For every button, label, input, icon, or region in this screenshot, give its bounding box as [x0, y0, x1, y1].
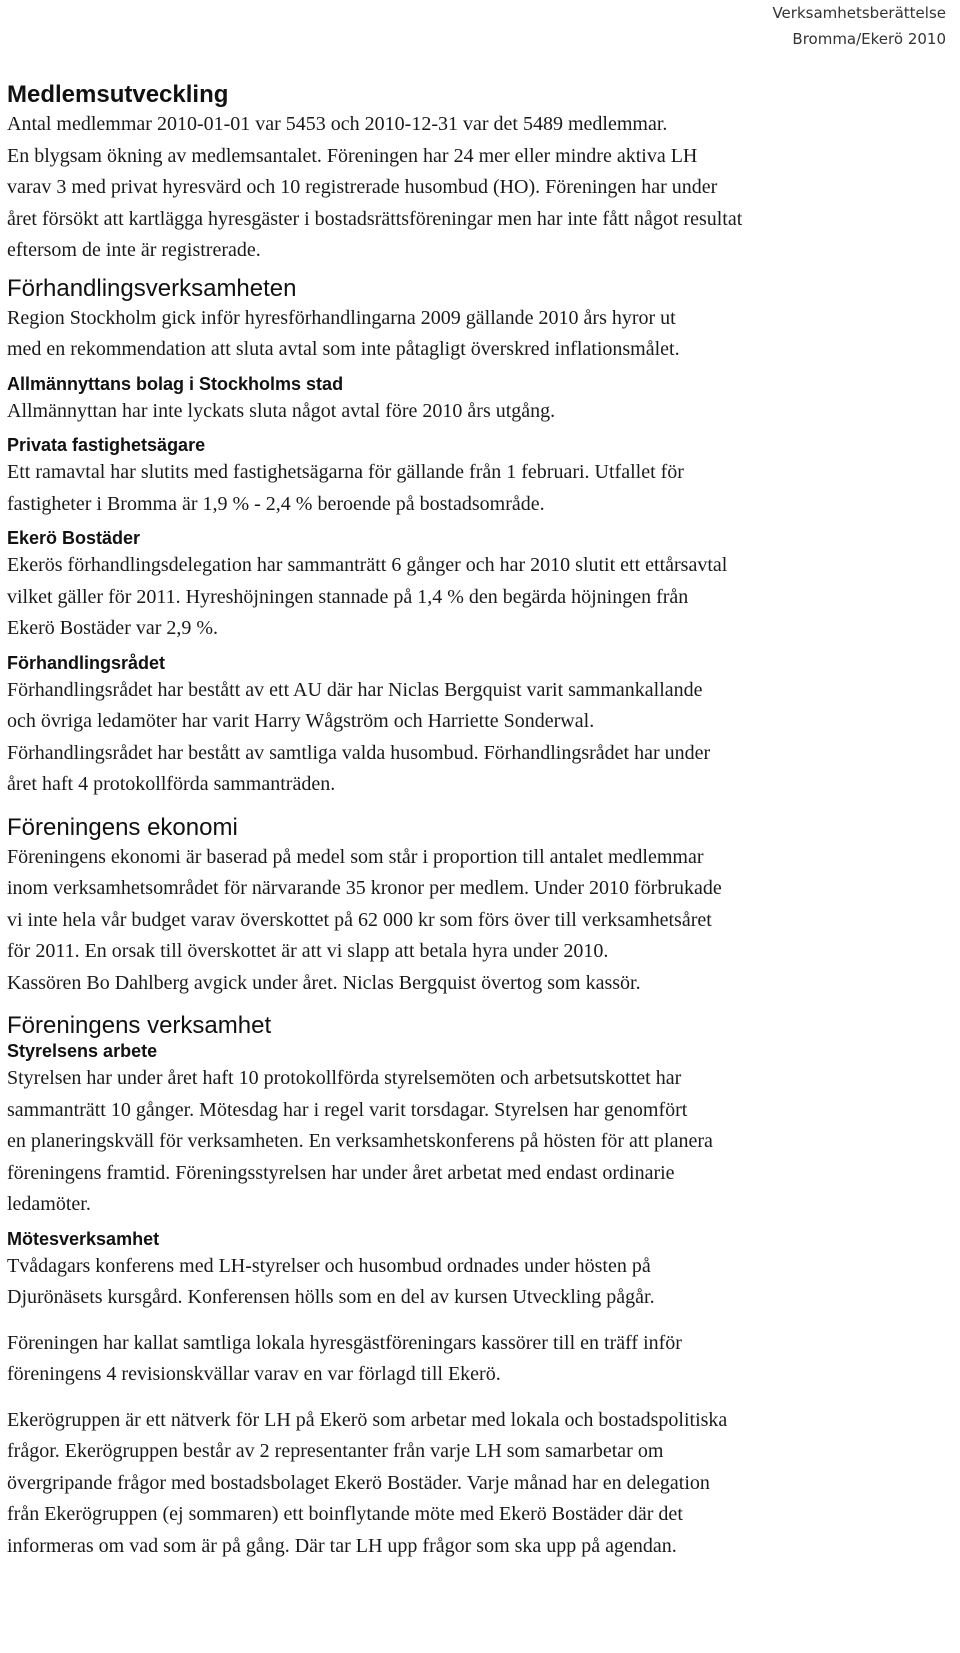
paragraph-line: året haft 4 protokollförda sammanträden.	[7, 773, 336, 795]
paragraph-line: Ekerös förhandlingsdelegation har sammanträtt 6 gånger och har 2010 slutit ett ettårsavtal	[7, 554, 728, 576]
document-body	[7, 80, 947, 1562]
paragraph-line: föreningens 4 revisionskvällar varav en var förlagd till Ekerö.	[7, 1363, 501, 1385]
heading-medlemsutveckling: Medlemsutveckling	[7, 81, 229, 108]
paragraph-line: från Ekerögruppen (ej sommaren) ett boinflytande möte med Ekerö Bostäder där det	[7, 1503, 683, 1525]
section-foreningens-ekonomi	[7, 813, 947, 1000]
paragraph-line: En blygsam ökning av medlemsantalet. Föreningen har 24 mer eller mindre aktiva LH	[7, 144, 698, 167]
paragraph-line: för 2011. En orsak till överskottet är att vi slapp att betala hyra under 2010.	[7, 940, 609, 962]
paragraph-line: en planeringskväll för verksamheten. En verksamhetskonferens på hösten för att planera	[7, 1130, 713, 1152]
paragraph-line: Tvådagars konferens med LH-styrelser och husombud ordnades under hösten på	[7, 1254, 651, 1277]
section-medlemsutveckling	[7, 80, 947, 267]
section-foreningens-verksamhet	[7, 1011, 947, 1562]
paragraph-line: Allmännyttan har inte lyckats sluta något avtal före 2010 års utgång.	[7, 399, 556, 422]
paragraph-line: Antal medlemmar 2010-01-01 var 5453 och 2010-12-31 var det 5489 medlemmar.	[7, 113, 668, 135]
heading-foreningens-verksamhet: Föreningens verksamhet	[7, 1012, 272, 1039]
paragraph-line: och övriga ledamöter har varit Harry Wågström och Harriette Sonderwal.	[7, 710, 595, 732]
header-document-title: Verksamhetsberättelse	[772, 4, 946, 22]
subheading-ekero-bostader: Ekerö Bostäder	[7, 528, 141, 548]
paragraph-line: Ekerö Bostäder var 2,9 %.	[7, 617, 219, 639]
paragraph-line: inom verksamhetsområdet för närvarande 35 kronor per medlem. Under 2010 förbrukade	[7, 877, 722, 899]
section-forhandlingsverksamheten	[7, 274, 947, 801]
subheading-allmannyttan: Allmännyttans bolag i Stockholms stad	[7, 373, 344, 394]
paragraph-line: varav 3 med privat hyresvärd och 10 registrerade husombud (HO). Föreningen har under	[7, 176, 718, 198]
paragraph-line: eftersom de inte är registrerade.	[7, 239, 261, 261]
paragraph-line: Ekerögruppen är ett nätverk för LH på Ekerö som arbetar med lokala och bostadspolitiska	[7, 1408, 728, 1431]
paragraph-line: övergripande frågor med bostadsbolaget Ekerö Bostäder. Varje månad har en delegation	[7, 1471, 710, 1494]
paragraph-line: frågor. Ekerögruppen består av 2 representanter från varje LH som samarbetar om	[7, 1440, 664, 1462]
paragraph-line: vilket gäller för 2011. Hyreshöjningen stannade på 1,4 % den begärda höjningen från	[7, 585, 689, 608]
paragraph-line: föreningens framtid. Föreningsstyrelsen har under året arbetat med endast ordinarie	[7, 1161, 675, 1184]
paragraph-line: Region Stockholm gick inför hyresförhandlingarna 2009 gällande 2010 års hyror ut	[7, 306, 676, 329]
paragraph-line: med en rekommendation att sluta avtal som inte påtagligt överskred inflationsmålet.	[7, 338, 680, 360]
subheading-forhandlingsradet: Förhandlingsrådet	[7, 652, 166, 673]
paragraph-line: Föreningen har kallat samtliga lokala hyresgästföreningars kassörer till en träff inför	[7, 1331, 682, 1354]
paragraph-line: sammanträtt 10 gånger. Mötesdag har i regel varit torsdagar. Styrelsen har genomfört	[7, 1098, 688, 1121]
paragraph-line: informeras om vad som är på gång. Där tar LH upp frågor som ska upp på agendan.	[7, 1534, 677, 1557]
header-organisation-year: Bromma/Ekerö 2010	[792, 30, 946, 48]
heading-foreningens-ekonomi: Föreningens ekonomi	[7, 813, 238, 841]
subheading-styrelsens-arbete: Styrelsens arbete	[7, 1041, 158, 1061]
heading-forhandlingsverksamheten: Förhandlingsverksamheten	[7, 274, 297, 302]
paragraph-line: ledamöter.	[7, 1193, 91, 1215]
paragraph-line: Kassören Bo Dahlberg avgick under året. Niclas Bergquist övertog som kassör.	[7, 971, 641, 994]
paragraph-line: Föreningens ekonomi är baserad på medel som står i proportion till antalet medlemmar	[7, 845, 704, 868]
paragraph-line: Förhandlingsrådet har bestått av ett AU där har Niclas Bergquist varit sammankallande	[7, 678, 703, 701]
paragraph-line: året försökt att kartlägga hyresgäster i bostadsrättsföreningar men har inte fått något resultat	[7, 207, 743, 230]
paragraph-line: Styrelsen har under året haft 10 protokollförda styrelsemöten och arbetsutskottet har	[7, 1067, 682, 1089]
subheading-motesverksamhet: Mötesverksamhet	[7, 1228, 160, 1249]
paragraph-line: vi inte hela vår budget varav överskottet på 62 000 kr som förs över till verksamhetsåret	[7, 908, 712, 931]
page-header	[772, 0, 946, 52]
paragraph-line: Djurönäsets kursgård. Konferensen hölls som en del av kursen Utveckling pågår.	[7, 1286, 655, 1308]
paragraph-line: fastigheter i Bromma är 1,9 % - 2,4 % beroende på bostadsområde.	[7, 492, 545, 515]
paragraph-line: Ett ramavtal har slutits med fastighetsägarna för gällande från 1 februari. Utfallet för	[7, 461, 684, 483]
paragraph-line: Förhandlingsrådet har bestått av samtliga valda husombud. Förhandlingsrådet har under	[7, 741, 711, 764]
subheading-privata-fastighetsagare: Privata fastighetsägare	[7, 435, 206, 455]
